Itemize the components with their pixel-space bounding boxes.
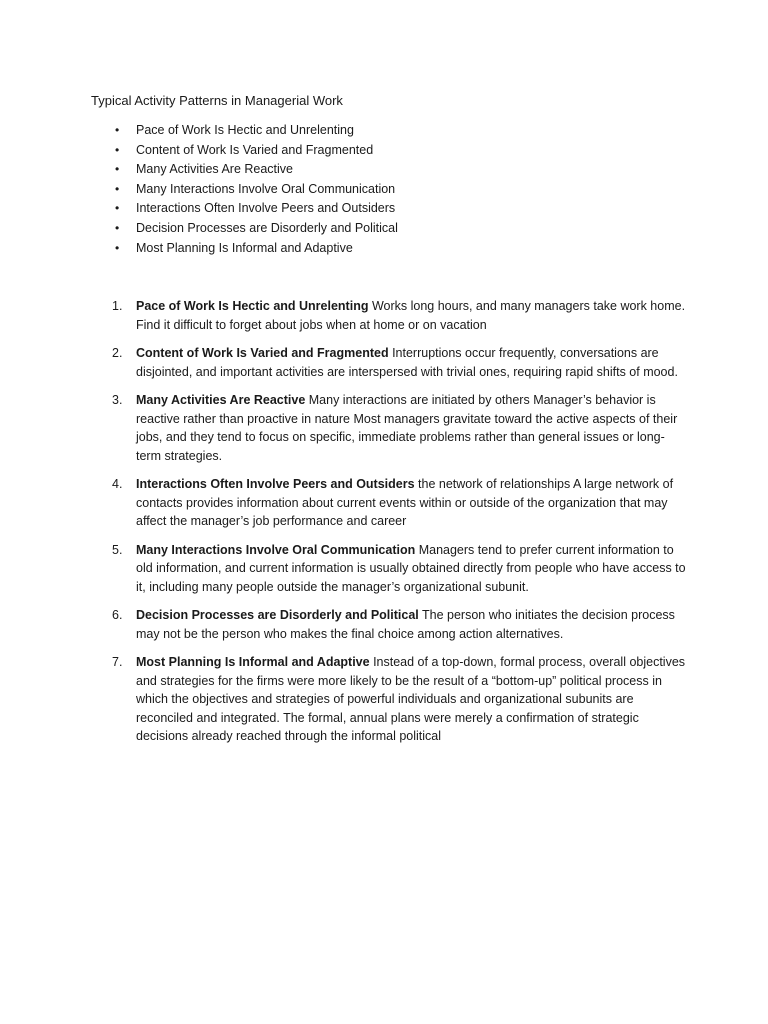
bullet-icon: • <box>115 220 120 235</box>
bullet-icon: • <box>115 201 120 216</box>
detail-heading: Decision Processes are Disorderly and Political <box>136 608 419 622</box>
bullet-item <box>91 180 691 200</box>
detail-number: 3. <box>112 393 123 407</box>
detail-item <box>91 475 691 531</box>
detail-text: Many interactions are initiated by others Manager’s behavior is reactive rather than proactive in nature Most managers gravitate toward the active aspects of their jobs, and they tend to focus on specific, immediate problems rather than general issues or long- term strategies. <box>136 393 678 463</box>
detail-text: the network of relationships A large network of contacts provides information about current events within or outside of the organization that may affect the manager’s job performance and career <box>136 477 674 528</box>
detail-text: The person who initiates the decision process may not be the person who makes the final choice among action alternatives. <box>136 608 675 641</box>
detail-numbered-list <box>91 297 691 756</box>
detail-heading: Content of Work Is Varied and Fragmented <box>136 346 389 360</box>
document-title: Typical Activity Patterns in Managerial Work <box>91 93 343 108</box>
bullet-item <box>91 141 691 161</box>
detail-number: 1. <box>112 299 123 313</box>
detail-number: 5. <box>112 542 123 557</box>
detail-item <box>91 344 691 381</box>
detail-text: Works long hours, and many managers take work home. Find it difficult to forget about jobs when at home or on vacation <box>136 299 686 332</box>
bullet-icon: • <box>115 240 120 255</box>
bullet-icon: • <box>115 162 120 177</box>
bullet-icon: • <box>115 181 120 196</box>
bullet-text: Content of Work Is Varied and Fragmented <box>136 142 374 157</box>
detail-text: Managers tend to prefer current information to old information, and current information is usually obtained directly from people who have access to it, including many people outside the manager’s organizational subunit. <box>136 542 686 594</box>
detail-text: Instead of a top-down, formal process, overall objectives and strategies for the firms were more likely to be the result of a “bottom-up” political process in which the objectives and strategies of powerful individuals and organizational subunits are reconciled and integrated. The formal, annual plans were merely a confirmation of strategic decisions already reached through the informal political <box>136 655 686 743</box>
detail-item <box>91 653 691 746</box>
bullet-item <box>91 121 691 141</box>
bullet-text: Pace of Work Is Hectic and Unrelenting <box>136 123 354 137</box>
bullet-item <box>91 219 691 239</box>
detail-heading: Pace of Work Is Hectic and Unrelenting <box>136 299 369 313</box>
detail-text: Interruptions occur frequently, conversations are disjointed, and important activities are interspersed with trivial ones, requiring rapid shifts of mood. <box>136 346 678 379</box>
detail-item <box>91 391 691 465</box>
detail-item <box>91 606 691 643</box>
detail-number: 2. <box>112 346 123 360</box>
detail-heading: Many Interactions Involve Oral Communication <box>136 542 416 557</box>
detail-heading: Many Activities Are Reactive <box>136 393 306 407</box>
bullet-text: Decision Processes are Disorderly and Political <box>136 220 398 235</box>
bullet-icon: • <box>115 123 120 137</box>
detail-number: 4. <box>112 477 123 491</box>
detail-item <box>91 297 691 334</box>
summary-bullet-list <box>91 121 691 258</box>
bullet-text: Most Planning Is Informal and Adaptive <box>136 240 353 255</box>
detail-number: 6. <box>112 608 123 622</box>
detail-item <box>91 541 691 597</box>
bullet-item <box>91 199 691 219</box>
bullet-text: Many Activities Are Reactive <box>136 162 294 177</box>
bullet-text: Interactions Often Involve Peers and Outsiders <box>136 201 396 216</box>
detail-heading: Most Planning Is Informal and Adaptive <box>136 655 370 669</box>
bullet-item <box>91 239 691 259</box>
bullet-item <box>91 160 691 180</box>
bullet-text: Many Interactions Involve Oral Communication <box>136 181 396 196</box>
bullet-icon: • <box>115 142 120 157</box>
detail-number: 7. <box>112 655 123 669</box>
detail-heading: Interactions Often Involve Peers and Outsiders <box>136 477 415 491</box>
